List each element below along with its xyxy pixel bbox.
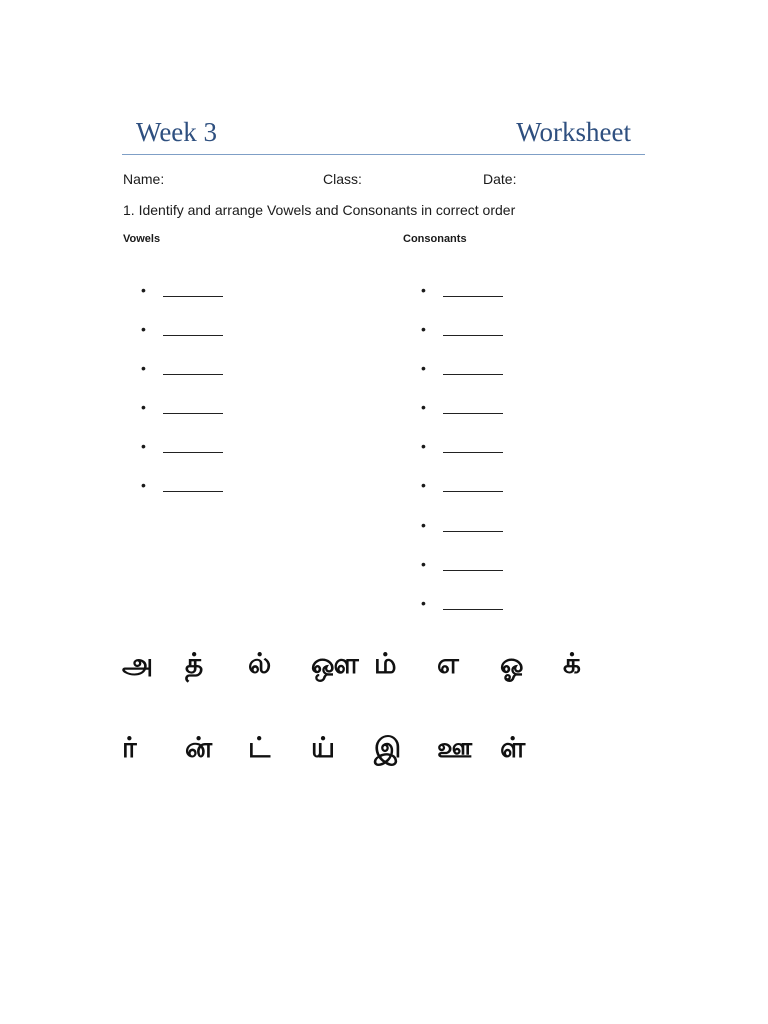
consonants-blank-list [421,280,503,632]
consonant-answer-blank [443,280,503,297]
letters-row-2 [122,730,642,766]
bullet-marker: • [421,594,426,611]
vowel-blank-item [141,436,223,475]
tamil-letter: க் [563,647,581,680]
name-label: Name: [123,171,165,187]
bullet-marker: • [421,321,426,338]
consonant-answer-blank [443,554,503,571]
consonant-answer-blank [443,358,503,375]
vowel-answer-blank [163,280,223,297]
tamil-letter: ய் [311,731,336,764]
tamil-letter: ல் [248,647,272,680]
consonant-answer-blank [443,593,503,610]
bullet-marker: • [141,282,146,298]
tamil-letter: ர் [122,731,137,764]
consonant-answer-blank [443,319,503,336]
bullet-marker: • [421,282,426,298]
letters-row-1 [122,646,642,682]
consonant-blank-item [421,593,503,632]
vowel-answer-blank [163,397,223,414]
consonant-answer-blank [443,436,503,453]
bullet-marker: • [421,438,426,455]
tamil-letter: ள் [500,731,526,764]
tamil-letter: இ [374,731,402,764]
vowels-heading: Vowels [123,233,161,245]
bullet-marker: • [421,555,426,572]
vowel-blank-item [141,280,223,319]
bullet-marker: • [421,360,426,377]
consonant-answer-blank [443,475,503,492]
bullet-marker: • [141,321,146,338]
tamil-letter: ஔ [311,647,359,680]
consonant-blank-item [421,436,503,475]
consonant-blank-item [421,358,503,397]
vowel-answer-blank [163,475,223,492]
bullet-marker: • [141,477,146,494]
consonants-heading: Consonants [403,233,467,245]
tamil-letter: ஓ [500,647,524,680]
tamil-letter: ன் [185,731,213,764]
consonant-answer-blank [443,397,503,414]
tamil-letter: ஊ [437,731,473,764]
tamil-letter: எ [437,647,459,680]
consonant-blank-item [421,280,503,319]
consonant-blank-item [421,515,503,554]
bullet-marker: • [141,399,146,416]
question-text: 1. Identify and arrange Vowels and Consonants in correct order [123,202,516,218]
vowel-blank-item [141,358,223,397]
date-label: Date: [483,171,517,187]
worksheet-title: Worksheet [516,117,631,147]
tamil-letter: அ [122,647,154,680]
consonant-blank-item [421,397,503,436]
vowels-blank-list [141,280,223,515]
bullet-marker: • [421,516,426,533]
tamil-letter: ம் [374,647,397,680]
bullet-marker: • [421,399,426,416]
vowel-answer-blank [163,436,223,453]
consonant-blank-item [421,475,503,514]
vowel-blank-item [141,397,223,436]
vowel-answer-blank [163,358,223,375]
consonant-blank-item [421,554,503,593]
consonant-blank-item [421,319,503,358]
consonant-answer-blank [443,515,503,532]
bullet-marker: • [421,477,426,494]
worksheet-header [122,112,645,155]
vowel-blank-item [141,475,223,514]
class-label: Class: [323,171,362,187]
bullet-marker: • [141,438,146,455]
vowel-answer-blank [163,319,223,336]
tamil-letter: த் [185,647,204,680]
week-title: Week 3 [136,117,218,147]
vowel-blank-item [141,319,223,358]
bullet-marker: • [141,360,146,377]
tamil-letter: ட் [248,731,271,764]
